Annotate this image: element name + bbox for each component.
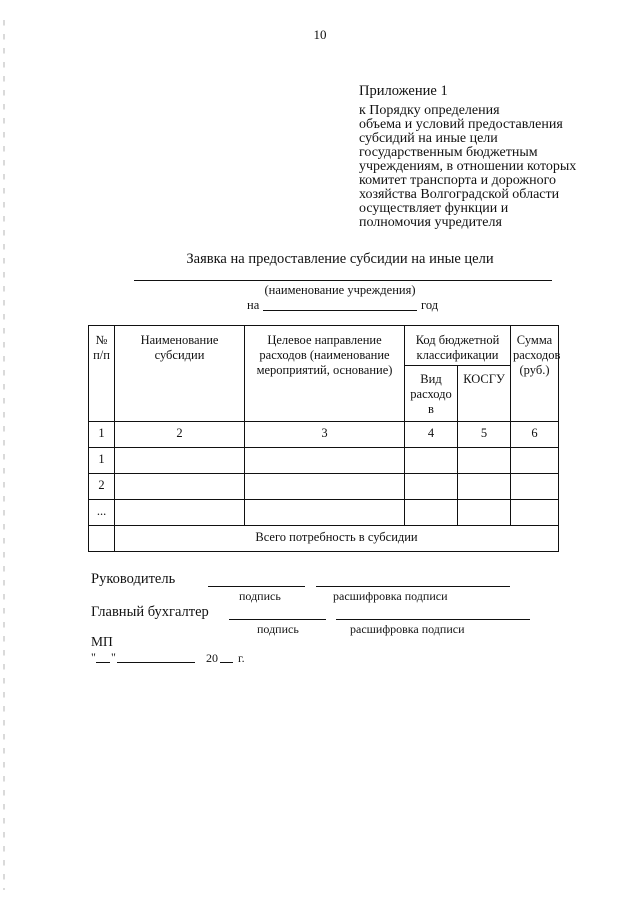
column-number-cell: 3 bbox=[245, 422, 405, 448]
appendix-line: учреждениям, в отношении которых bbox=[359, 159, 577, 174]
column-number-cell: 4 bbox=[405, 422, 458, 448]
table-row bbox=[89, 500, 559, 526]
accountant-decoding-line[interactable] bbox=[336, 619, 530, 620]
data-cell[interactable] bbox=[458, 448, 511, 474]
accountant-signature-caption: подпись bbox=[257, 622, 299, 636]
year-line[interactable] bbox=[263, 310, 417, 311]
appendix-line: хозяйства Волгоградской области bbox=[359, 187, 560, 202]
data-cell[interactable] bbox=[115, 500, 245, 526]
column-number-cell: 2 bbox=[115, 422, 245, 448]
header-kosgu: КОСГУ bbox=[458, 366, 511, 422]
header-amount: Сумма расходов (руб.) bbox=[511, 326, 559, 422]
data-cell[interactable] bbox=[511, 500, 559, 526]
accountant-decoding-caption: расшифровка подписи bbox=[350, 622, 465, 636]
header-budget-code: Код бюджетной классификации bbox=[405, 326, 511, 366]
row-number: ... bbox=[89, 500, 115, 526]
accountant-signature-line[interactable] bbox=[229, 619, 326, 620]
accountant-label: Главный бухгалтер bbox=[91, 604, 209, 620]
form-title: Заявка на предоставление субсидии на иные цели bbox=[186, 251, 494, 267]
head-signature-caption: подпись bbox=[239, 589, 281, 603]
appendix-line: полномочия учредителя bbox=[359, 215, 502, 230]
data-cell[interactable] bbox=[458, 500, 511, 526]
total-row-empty-cell bbox=[89, 526, 115, 552]
data-cell[interactable] bbox=[245, 500, 405, 526]
data-cell[interactable] bbox=[511, 448, 559, 474]
header-subsidy-name: Наименование субсидии bbox=[115, 326, 245, 422]
appendix-line: государственным бюджетным bbox=[359, 145, 538, 160]
year-suffix: год bbox=[421, 298, 439, 312]
appendix-line: к Порядку определения bbox=[359, 103, 500, 118]
appendix-line: комитет транспорта и дорожного bbox=[359, 173, 556, 188]
column-number-cell: 5 bbox=[458, 422, 511, 448]
table-row bbox=[89, 474, 559, 500]
date-quote-open: " bbox=[91, 650, 96, 664]
date-year-suffix: г. bbox=[238, 651, 245, 665]
institution-name-line[interactable] bbox=[134, 280, 552, 281]
subsidy-request-table bbox=[88, 325, 559, 552]
appendix-line: объема и условий предоставления bbox=[359, 117, 563, 132]
header-number: № п/п bbox=[89, 326, 115, 422]
total-row bbox=[89, 526, 559, 552]
header-expense-purpose: Целевое направление расходов (наименование мероприятий, основание) bbox=[245, 326, 405, 422]
head-signature-line[interactable] bbox=[208, 586, 305, 587]
scan-edge-marks bbox=[3, 20, 5, 890]
data-cell[interactable] bbox=[458, 474, 511, 500]
header-expense-type: Вид расходо в bbox=[405, 366, 458, 422]
data-cell[interactable] bbox=[245, 474, 405, 500]
appendix-line: осуществляет функции и bbox=[359, 201, 509, 216]
date-year-prefix: 20 bbox=[206, 651, 218, 665]
date-day-line[interactable] bbox=[96, 662, 110, 663]
institution-caption: (наименование учреждения) bbox=[264, 283, 416, 297]
appendix-reference bbox=[359, 104, 609, 230]
head-decoding-caption: расшифровка подписи bbox=[333, 589, 448, 603]
head-label: Руководитель bbox=[91, 571, 176, 587]
date-year-line[interactable] bbox=[220, 662, 233, 663]
date-quote-close: " bbox=[111, 650, 116, 664]
appendix-line: субсидий на иные цели bbox=[359, 131, 498, 146]
data-cell[interactable] bbox=[115, 474, 245, 500]
data-cell[interactable] bbox=[405, 474, 458, 500]
column-number-cell: 1 bbox=[89, 422, 115, 448]
page-number: 10 bbox=[313, 27, 327, 42]
data-cell[interactable] bbox=[245, 448, 405, 474]
column-number-cell: 6 bbox=[511, 422, 559, 448]
data-cell[interactable] bbox=[405, 500, 458, 526]
stamp-label: МП bbox=[91, 634, 113, 649]
table-row bbox=[89, 448, 559, 474]
head-decoding-line[interactable] bbox=[316, 586, 510, 587]
data-cell[interactable] bbox=[405, 448, 458, 474]
data-cell[interactable] bbox=[115, 448, 245, 474]
date-month-line[interactable] bbox=[117, 662, 195, 663]
data-cell[interactable] bbox=[511, 474, 559, 500]
row-number: 2 bbox=[89, 474, 115, 500]
year-prefix: на bbox=[247, 298, 260, 312]
total-label: Всего потребность в субсидии bbox=[115, 526, 559, 552]
row-number: 1 bbox=[89, 448, 115, 474]
appendix-title: Приложение 1 bbox=[359, 83, 448, 99]
